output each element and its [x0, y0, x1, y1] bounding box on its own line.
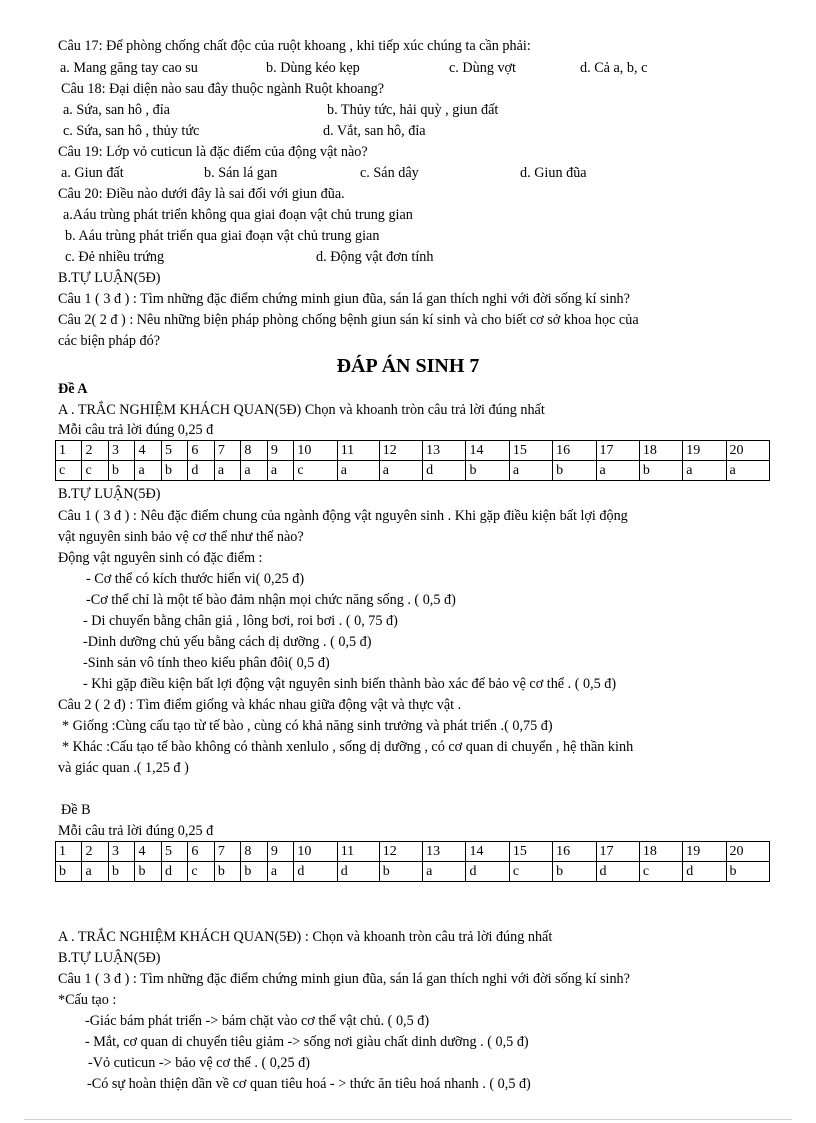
- version-b-label: Đề B: [61, 802, 91, 818]
- q18-option-a: a. Sứa, san hô , đỉa: [63, 102, 170, 118]
- answer-cell: d: [466, 862, 509, 882]
- question-number-cell: 18: [639, 441, 682, 461]
- question-number-cell: 6: [188, 842, 214, 862]
- answer-cell: d: [423, 461, 466, 481]
- question-18: Câu 18: Đại diện nào sau đây thuộc ngành Ruột khoang?: [61, 81, 385, 97]
- answer-cell: b: [639, 461, 682, 481]
- answer-cell: a: [726, 461, 769, 481]
- version-b-structure-heading: *Cấu tạo :: [58, 992, 117, 1008]
- version-b-section-a: A . TRẮC NGHIỆM KHÁCH QUAN(5Đ) : Chọn và khoanh tròn câu trả lời đúng nhất: [58, 929, 553, 945]
- answer-cell: d: [596, 862, 639, 882]
- version-a-section-b: B.TỰ LUẬN(5Đ): [58, 486, 161, 502]
- answer-cell: b: [108, 862, 134, 882]
- table-row: [56, 862, 770, 882]
- q17-option-d: d. Cả a, b, c: [580, 60, 648, 76]
- answer-cell: a: [214, 461, 240, 481]
- version-a-q1-point: -Dinh dưỡng chủ yếu bằng cách dị dưỡng . ( 0,5 đ): [83, 634, 372, 650]
- version-b-essay-q1: Câu 1 ( 3 đ ) : Tìm những đặc điểm chứng minh giun đũa, sán lá gan thích nghi với đời sống kí sinh?: [58, 971, 630, 987]
- q20-option-c: c. Đẻ nhiều trứng: [65, 249, 165, 265]
- question-number-cell: 7: [214, 842, 240, 862]
- answer-cell: b: [241, 862, 267, 882]
- version-a-essay-q2: Câu 2 ( 2 đ) : Tìm điểm giống và khác nhau giữa động vật và thực vật .: [58, 697, 462, 713]
- answer-cell: a: [267, 862, 293, 882]
- question-number-cell: 5: [161, 441, 187, 461]
- answer-cell: b: [553, 461, 596, 481]
- version-a-q1-intro: Động vật nguyên sinh có đặc điểm :: [58, 550, 263, 566]
- question-17: Câu 17: Để phòng chống chất độc của ruột khoang , khi tiếp xúc chúng ta cần phải:: [58, 38, 531, 54]
- answer-cell: a: [596, 461, 639, 481]
- q19-option-b: b. Sán lá gan: [204, 165, 278, 181]
- answer-cell: b: [553, 862, 596, 882]
- q17-option-a: a. Mang găng tay cao su: [60, 60, 198, 76]
- question-number-cell: 19: [683, 441, 726, 461]
- answer-cell: a: [82, 862, 108, 882]
- answer-cell: b: [726, 862, 769, 882]
- version-a-essay-q1-cont: vật nguyên sinh bảo vệ cơ thể như thế nào?: [58, 529, 304, 545]
- q20-option-d: d. Động vật đơn tính: [316, 249, 434, 265]
- version-a-q1-point: - Di chuyển bằng chân giả , lông bơi, roi bơi . ( 0, 75 đ): [83, 613, 398, 629]
- question-number-cell: 1: [56, 842, 82, 862]
- table-row: [56, 441, 770, 461]
- question-number-cell: 5: [161, 842, 187, 862]
- question-number-cell: 1: [56, 441, 82, 461]
- answer-cell: a: [241, 461, 267, 481]
- question-number-cell: 8: [241, 441, 267, 461]
- question-number-cell: 15: [509, 842, 552, 862]
- answer-cell: d: [188, 461, 214, 481]
- question-number-cell: 15: [509, 441, 552, 461]
- version-a-answer-table: [55, 440, 770, 481]
- version-a-label: Đề A: [58, 381, 88, 397]
- q19-option-d: d. Giun đũa: [520, 165, 587, 181]
- essay-heading: B.TỰ LUẬN(5Đ): [58, 270, 161, 286]
- version-b-point: -Có sự hoàn thiện dần về cơ quan tiêu hoá - > thức ăn tiêu hoá nhanh . ( 0,5 đ): [87, 1076, 531, 1092]
- question-number-cell: 16: [553, 842, 596, 862]
- answer-cell: d: [161, 862, 187, 882]
- answer-cell: a: [379, 461, 422, 481]
- answer-cell: a: [509, 461, 552, 481]
- version-a-q2-similarity: * Giống :Cùng cấu tạo từ tế bào , cùng có khả năng sinh trưởng và phát triển .( 0,75 đ): [62, 718, 553, 734]
- answer-cell: b: [161, 461, 187, 481]
- answer-cell: d: [337, 862, 379, 882]
- question-number-cell: 8: [241, 842, 267, 862]
- q20-option-b: b. Aáu trùng phát triển qua giai đoạn vật chủ trung gian: [65, 228, 380, 244]
- question-number-cell: 13: [423, 842, 466, 862]
- question-19: Câu 19: Lớp vỏ cuticun là đặc điểm của động vật nào?: [58, 144, 368, 160]
- question-number-cell: 10: [294, 842, 337, 862]
- question-number-cell: 12: [379, 441, 422, 461]
- q19-option-a: a. Giun đất: [61, 165, 124, 181]
- version-b-point: - Mắt, cơ quan di chuyển tiêu giảm -> sống nơi giàu chất dinh dưỡng . ( 0,5 đ): [85, 1034, 529, 1050]
- version-a-q1-point: -Sinh sản vô tính theo kiểu phân đôi( 0,5 đ): [83, 655, 330, 671]
- question-number-cell: 16: [553, 441, 596, 461]
- answer-cell: a: [423, 862, 466, 882]
- answer-cell: b: [379, 862, 422, 882]
- q17-option-c: c. Dùng vợt: [449, 60, 517, 76]
- question-number-cell: 14: [466, 441, 509, 461]
- question-number-cell: 20: [726, 441, 769, 461]
- question-number-cell: 19: [683, 842, 726, 862]
- q18-option-c: c. Sứa, san hô , thủy tức: [63, 123, 200, 139]
- version-a-q1-point: - Khi gặp điều kiện bất lợi động vật nguyên sinh biến thành bào xác để bảo vệ cơ thể . ( 0,5 đ): [83, 676, 617, 692]
- answer-cell: c: [294, 461, 337, 481]
- question-number-cell: 12: [379, 842, 422, 862]
- version-b-point: -Giác bám phát triển -> bám chặt vào cơ thể vật chủ. ( 0,5 đ): [85, 1013, 430, 1029]
- version-a-q1-point: - Cơ thể có kích thước hiển vi( 0,25 đ): [86, 571, 305, 587]
- answer-cell: c: [56, 461, 82, 481]
- version-a-essay-q1: Câu 1 ( 3 đ ) : Nêu đặc điểm chung của ngành động vật nguyên sinh . Khi gặp điều kiện bất lợi động: [58, 508, 628, 524]
- version-b-score-note: Mỗi câu trả lời đúng 0,25 đ: [58, 823, 214, 839]
- q18-option-b: b. Thủy tức, hải quỳ , giun đất: [327, 102, 499, 118]
- answer-cell: b: [214, 862, 240, 882]
- answer-cell: a: [267, 461, 293, 481]
- page-bottom-divider: [24, 1119, 792, 1120]
- question-number-cell: 3: [108, 441, 134, 461]
- question-number-cell: 10: [294, 441, 337, 461]
- q19-option-c: c. Sán dây: [360, 165, 419, 181]
- question-number-cell: 2: [82, 441, 108, 461]
- answer-cell: a: [135, 461, 161, 481]
- question-number-cell: 20: [726, 842, 769, 862]
- version-b-point: -Vỏ cuticun -> bảo vệ cơ thể . ( 0,25 đ): [88, 1055, 310, 1071]
- question-number-cell: 9: [267, 441, 293, 461]
- table-row: [56, 461, 770, 481]
- table-row: [56, 842, 770, 862]
- answer-key-title: ĐÁP ÁN SINH 7: [336, 355, 480, 377]
- answer-cell: d: [294, 862, 337, 882]
- question-number-cell: 11: [337, 842, 379, 862]
- answer-cell: b: [108, 461, 134, 481]
- q20-option-a: a.Aáu trùng phát triển không qua giai đoạn vật chủ trung gian: [63, 207, 413, 223]
- question-number-cell: 13: [423, 441, 466, 461]
- essay-question-1: Câu 1 ( 3 đ ) : Tìm những đặc điểm chứng minh giun đũa, sán lá gan thích nghi với đời sống kí sinh?: [58, 291, 630, 307]
- question-number-cell: 9: [267, 842, 293, 862]
- essay-question-2-cont: các biện pháp đó?: [58, 333, 161, 349]
- question-number-cell: 17: [596, 441, 639, 461]
- version-b-section-b: B.TỰ LUẬN(5Đ): [58, 950, 161, 966]
- question-number-cell: 4: [135, 441, 161, 461]
- answer-cell: c: [188, 862, 214, 882]
- essay-question-2: Câu 2( 2 đ ) : Nêu những biện pháp phòng chống bệnh giun sán kí sinh và cho biết cơ sở khoa học của: [58, 312, 639, 328]
- question-number-cell: 2: [82, 842, 108, 862]
- version-a-score-note: Mỗi câu trả lời đúng 0,25 đ: [58, 422, 214, 438]
- answer-cell: c: [509, 862, 552, 882]
- q18-option-d: d. Vắt, san hô, đỉa: [323, 123, 426, 139]
- question-number-cell: 17: [596, 842, 639, 862]
- answer-cell: c: [82, 461, 108, 481]
- question-number-cell: 18: [639, 842, 682, 862]
- version-a-q2-difference: * Khác :Cấu tạo tế bào không có thành xenlulo , sống dị dưỡng , có cơ quan di chuyển , hệ thần kinh: [62, 739, 634, 755]
- version-a-q2-difference-cont: và giác quan .( 1,25 đ ): [58, 760, 189, 776]
- answer-cell: b: [466, 461, 509, 481]
- question-20: Câu 20: Điều nào dưới đây là sai đối với giun đũa.: [58, 186, 345, 202]
- answer-cell: b: [56, 862, 82, 882]
- version-a-section-a: A . TRẮC NGHIỆM KHÁCH QUAN(5Đ) Chọn và khoanh tròn câu trả lời đúng nhất: [58, 402, 545, 418]
- question-number-cell: 14: [466, 842, 509, 862]
- q17-option-b: b. Dùng kéo kẹp: [266, 60, 360, 76]
- question-number-cell: 3: [108, 842, 134, 862]
- answer-cell: d: [683, 862, 726, 882]
- answer-cell: a: [337, 461, 379, 481]
- question-number-cell: 6: [188, 441, 214, 461]
- version-b-answer-table: [55, 841, 770, 882]
- question-number-cell: 4: [135, 842, 161, 862]
- answer-cell: b: [135, 862, 161, 882]
- answer-cell: c: [639, 862, 682, 882]
- question-number-cell: 7: [214, 441, 240, 461]
- question-number-cell: 11: [337, 441, 379, 461]
- version-a-q1-point: -Cơ thể chỉ là một tế bào đảm nhận mọi chức năng sống . ( 0,5 đ): [86, 592, 456, 608]
- answer-cell: a: [683, 461, 726, 481]
